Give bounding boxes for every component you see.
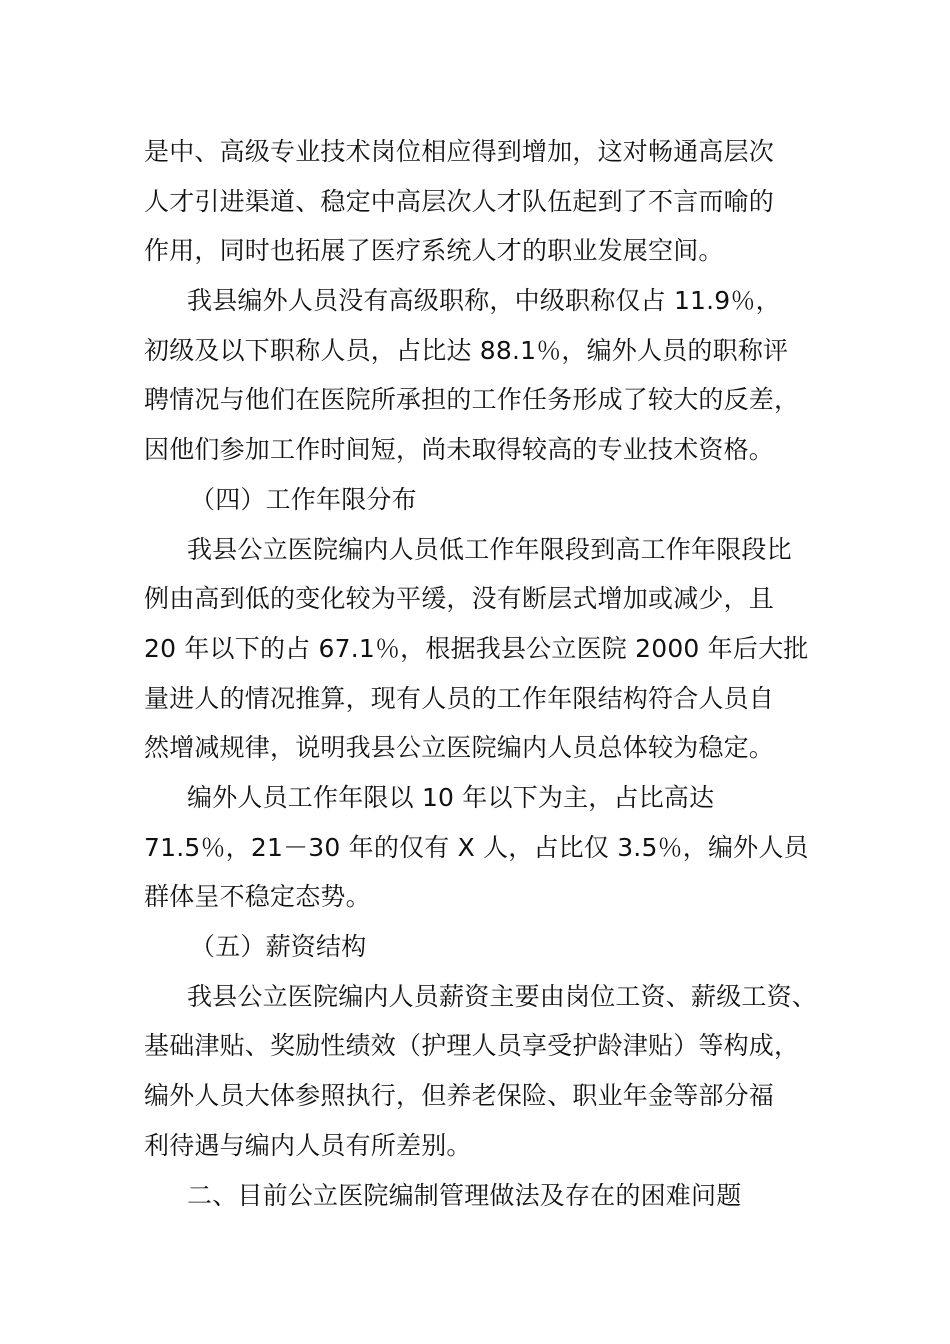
paragraph-line: 20 年以下的占 67.1％，根据我县公立医院 2000 年后大批 — [144, 634, 809, 663]
paragraph-line: 因他们参加工作时间短，尚未取得较高的专业技术资格。 — [144, 435, 775, 464]
section-heading: （四）工作年限分布 — [190, 485, 417, 514]
paragraph-line: 基础津贴、奖励性绩效（护理人员享受护龄津贴）等构成， — [144, 1031, 800, 1060]
section-heading: （五）薪资结构 — [190, 932, 367, 961]
paragraph-line: 群体呈不稳定态势。 — [144, 882, 371, 911]
paragraph-line: 编外人员大体参照执行，但养老保险、职业年金等部分福 — [144, 1081, 775, 1110]
paragraph-line: 然增减规律，说明我县公立医院编内人员总体较为稳定。 — [144, 733, 775, 762]
paragraph-line: 我县公立医院编内人员低工作年限段到高工作年限段比 — [187, 535, 792, 564]
paragraph-line: 利待遇与编内人员有所差别。 — [144, 1131, 472, 1160]
paragraph-line: 编外人员工作年限以 10 年以下为主，占比高达 — [187, 783, 715, 812]
paragraph-line: 71.5％，21－30 年的仅有 X 人，占比仅 3.5％，编外人员 — [144, 833, 809, 862]
paragraph-line: 聘情况与他们在医院所承担的工作任务形成了较大的反差， — [144, 385, 800, 414]
chapter-heading: 二、目前公立医院编制管理做法及存在的困难问题 — [187, 1181, 742, 1210]
paragraph-line: 量进人的情况推算，现有人员的工作年限结构符合人员自 — [144, 684, 775, 713]
paragraph-line: 作用，同时也拓展了医疗系统人才的职业发展空间。 — [144, 236, 724, 265]
paragraph-line: 我县编外人员没有高级职称，中级职称仅占 11.9％， — [187, 286, 781, 315]
paragraph-line: 初级及以下职称人员，占比达 88.1％，编外人员的职称评 — [144, 336, 789, 365]
paragraph-line: 我县公立医院编内人员薪资主要由岗位工资、薪级工资、 — [187, 982, 818, 1011]
paragraph-line: 人才引进渠道、稳定中高层次人才队伍起到了不言而喻的 — [144, 187, 775, 216]
paragraph-line: 是中、高级专业技术岗位相应得到增加，这对畅通高层次 — [144, 137, 775, 166]
paragraph-line: 例由高到低的变化较为平缓，没有断层式增加或减少，且 — [144, 584, 775, 613]
